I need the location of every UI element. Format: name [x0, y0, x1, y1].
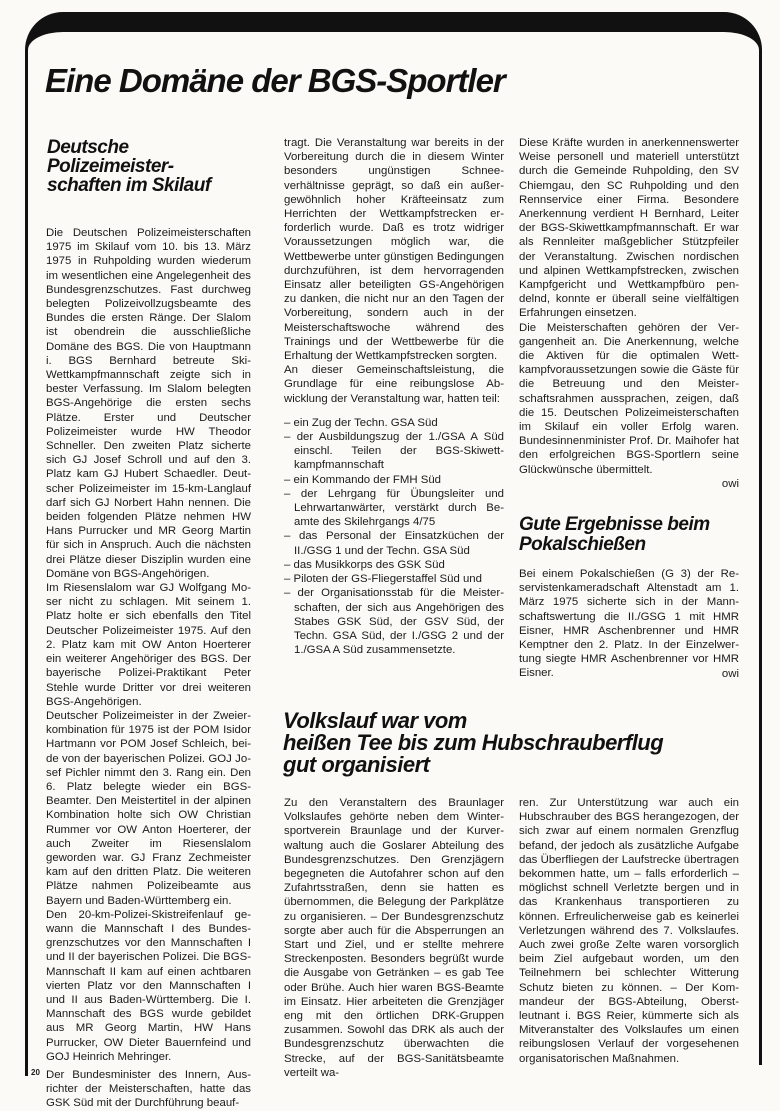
- paragraph: Bei einem Pokalschießen (G 3) der Reservistenkameradschaft Altenstadt am 1. März 1975 sicherte sich in der Mannschaftswertung die II./GSG 1 mit HMR Eisner, HMR Aschenbrenner und HMR Kemptner den 2. Platz. In der Einzelwertung siegte HMR Aschenbrenner vor HMR Eisner.: [519, 568, 739, 680]
- list-item: – Piloten der GS-Fliegerstaffel Süd und: [284, 573, 482, 586]
- pokal-article-heading: Gute Ergebnisse beim Pokalschießen: [519, 514, 710, 555]
- heading-line: Volkslauf war vom: [283, 708, 467, 733]
- list-item: – der Lehrgang für Übungsleiter und Lehrwartanwärter, verstärkt durch Beamte des Skilehrgangs 4/75: [284, 487, 504, 529]
- participants-list: [284, 416, 504, 657]
- ski-article-heading: Deutsche Polizeimeister-schaften im Skilauf: [47, 137, 211, 196]
- list-item: – das Personal der Einsatzküchen der II./GSG 1 und der Techn. GSA Süd: [284, 530, 504, 557]
- list-item: – ein Zug der Techn. GSA Süd: [284, 416, 438, 429]
- author-signature: owi: [721, 477, 739, 490]
- volkslauf-column-2: [519, 796, 739, 1066]
- paragraph: Deutscher Polizeimeister in der Zweierkombination für 1975 ist der POM Isidor Hartmann vor POM Josef Schleich, beide von der bayerischen Polizei. GOJ Josef Pichler nimmt den 3. Rang ein. Den 6. Platz belegte wieder ein BGS-Beamter. Den Meistertitel in der alpinen Kombination holte sich OW Christian Rummer vor OW Anton Hoerterer, der auch Zweiter im Riesenslalom geworden war. GJ Franz Zechmeister kam auf den dritten Platz. Die weiteren Plätze nahmen Polizeibeamte aus Bayern und Baden-Württemberg ein.: [46, 709, 251, 907]
- paragraph: Die Meisterschaften gehören der Vergangenheit an. Die Anerkennung, welche die Aktiven für die optimalen Wettkampfvoraussetzungen sowie die Gäste für die Betreuung und den Meisterschaftsrahmen aussprachen, zeigen, daß die 15. Deutschen Polizeimeisterschaften im Skilauf ein voller Erfolg waren. Bundesinnenminister Prof. Dr. Maihofer hat den erfolgreichen BGS-Sportlern seine Glückwünsche übermittelt.: [519, 321, 739, 476]
- list-item: – der Organisationsstab für die Meisterschaften, der sich aus Angehörigen des Stabes GSK Süd, der GSV Süd, der Techn. GSA Süd, der I./GSG 2 und der 1./GSA A Süd zusammensetzte.: [284, 587, 504, 657]
- paragraph: Den 20-km-Polizei-Skistreifenlauf gewann die Mannschaft I des Bundesgrenzschutzes vor den Mannschaften I und II der bayerischen Polizei. Die BGS-Mannschaft II kam auf einen achtbaren vierten Platz vor den Mannschaften I und II aus Baden-Württemberg. Die I. Mannschaft des BGS wurde gebildet aus MR Georg Martin, HW Hans Purrucker, OW Dieter Bauernfeind und GOJ Heinrich Mehringer.: [46, 908, 251, 1063]
- paragraph: Der Bundesminister des Innern, Ausrichter der Meisterschaften, hatte das GSK Süd mit der Durchführung beauf-: [46, 1068, 251, 1110]
- ski-article-column-1: [46, 226, 251, 1111]
- list-item: – der Ausbildungszug der 1./GSA A Süd einschl. Teilen der BGS-Skiwettkampfmannschaft: [284, 431, 504, 472]
- page-frame-stub: [25, 1040, 28, 1076]
- paragraph: An dieser Gemeinschaftsleistung, die Grundlage für eine reibungslose Abwicklung der Veranstaltung war, hatten teil:: [284, 364, 504, 405]
- ski-article-column-2: [284, 136, 504, 657]
- pokal-article-body: [519, 567, 739, 681]
- list-item: – ein Kommando der FMH Süd: [284, 473, 442, 486]
- heading-line: heißen Tee bis zum Hubschrauberflug: [283, 730, 664, 755]
- list-item: – das Musikkorps des GSK Süd: [284, 558, 445, 571]
- page-title: Eine Domäne der BGS-Sportler: [45, 62, 505, 99]
- volkslauf-column-1: [284, 796, 504, 1080]
- page-number: 20: [31, 1068, 40, 1077]
- heading-line: gut organisiert: [283, 752, 430, 777]
- ski-article-column-3: [519, 136, 739, 491]
- author-signature: owi: [721, 667, 739, 680]
- paragraph: Die Deutschen Polizeimeisterschaften 1975 im Skilauf vom 10. bis 13. März 1975 in Ruhpolding wurden wiederum im wesentlichen eine Angelegenheit des Bundesgrenzschutzes. Fast durchweg belegten Polizeivollzugsbeamte des Bundes die ersten Ränge. Der Slalom ist obendrein die ausschließliche Domäne des BGS. Die von Hauptmann i. BGS Bernhard betreute Ski-Wettkampfmannschaft zeigte sich in bester Verfassung. Im Slalom belegten BGS-Angehörige die ersten sechs Plätze. Erster und Deutscher Polizeimeister wurde HW Theodor Schneller. Den zweiten Platz sicherte sich GJ Josef Schroll und auf den 3. Platz kam GJ Hubert Schaedler. Deutscher Polizeimeister im 15-km-Langlauf darf sich GJ Norbert Hahn nennen. Die beiden folgenden Plätze nehmen HW Hans Purrucker und MR Georg Martin für sich in Anspruch. Auch die nächsten drei Plätze dieser Disziplin wurden eine Domäne von BGS-Angehörigen.: [46, 227, 251, 580]
- paragraph: Zu den Veranstaltern des Braunlager Volkslaufes gehörte neben dem Wintersportverein Braunlage und der Kurverwaltung auch die Goslarer Abteilung des Bundesgrenzschutzes. Den Grenzjägern begegneten die Autofahrer schon auf den Zufahrtsstraßen, denn sie hatten es übernommen, die Belegung der Parkplätze zu organisieren. – Der Bundesgrenzschutz sorgte aber auch für die Absperrungen an Start und Ziel, und er stellte mehrere Streckenposten. Besonders begrüßt wurde die Ausgabe von Getränken – es gab Tee oder Brühe. Auch hier waren BGS-Beamte im Einsatz. Hier arbeiteten die Grenzjäger eng mit den örtlichen DRK-Gruppen zusammen. Sowohl das DRK als auch der Bundesgrenzschutz überwachten die Strecke, auf der BGS-Sanitätsbeamte verteilt wa-: [284, 797, 504, 1079]
- paragraph: ren. Zur Unterstützung war auch ein Hubschrauber des BGS herangezogen, der sich zwar auf einem normalen Grenzflug befand, der jedoch als zusätzliche Aufgabe das Überfliegen der Laufstrecke übertragen bekommen hatte, um – falls erforderlich – möglichst schnell Verletzte bergen und in das Krankenhaus transportieren zu können. Erfreulicherweise gab es keinerlei Verletzungen während des 7. Volkslaufes. Auch zwei große Zelte waren vorsorglich beim Ziel aufgebaut worden, um den Teilnehmern bei schlechter Witterung Schutz bieten zu können. – Der Kommandeur der BGS-Abteilung, Oberstleutnant i. BGS Reier, kümmerte sich als Mitveranstalter des Volkslaufes um einen reibungslosen Verlauf der vorgesehenen organisatorischen Maßnahmen.: [519, 797, 739, 1065]
- volkslauf-article-heading: [283, 710, 753, 776]
- paragraph: Im Riesenslalom war GJ Wolfgang Moser nicht zu schlagen. Mit seinem 1. Platz holte er sich ebenfalls den Titel Deutscher Polizeimeister 1975. Auf den 2. Platz kam mit OW Anton Hoerterer ein weiterer Angehöriger des BGS. Der bayerische Polizei-Praktikant Peter Stehle wurde Dritter vor drei weiteren BGS-Angehörigen.: [46, 582, 251, 708]
- paragraph: tragt. Die Veranstaltung war bereits in der Vorbereitung durch die in diesem Winter besonders ungünstigen Schneeverhältnisse geprägt, so daß ein außergewöhnlich hoher Kräfteeinsatz zum Herrichten der Wettkampfstrecken erforderlich wurde. Daß es trotz widriger Voraussetzungen möglich war, die Wettbewerbe unter günstigen Bedingungen durchzuführen, ist dem hervorragenden Einsatz aller beteiligten GS-Angehörigen zu danken, die nicht nur an den Tagen der Vorbereitung, sondern auch in der Meisterschaftswoche während des Trainings und der Wettbewerbe für die Erhaltung der Wettkampfstrecken sorgten.: [284, 137, 504, 363]
- paragraph: Diese Kräfte wurden in anerkennenswerter Weise personell und materiell unterstützt durch die Gemeinde Ruhpolding, den SV Chiemgau, den SC Ruhpolding und den Rennservice einer Firma. Besondere Anerkennung verdient H Bernhard, Leiter der BGS-Skiwettkampfmannschaft. Er war als Rennleiter maßgeblicher Stützpfeiler der Veranstaltung. Zwischen nordischen und alpinen Wettkampfstrecken, zwischen Kampfgericht und Wettkampfbüro pendelnd, konnte er überall seine vielfältigen Erfahrungen einsetzen.: [519, 137, 739, 320]
